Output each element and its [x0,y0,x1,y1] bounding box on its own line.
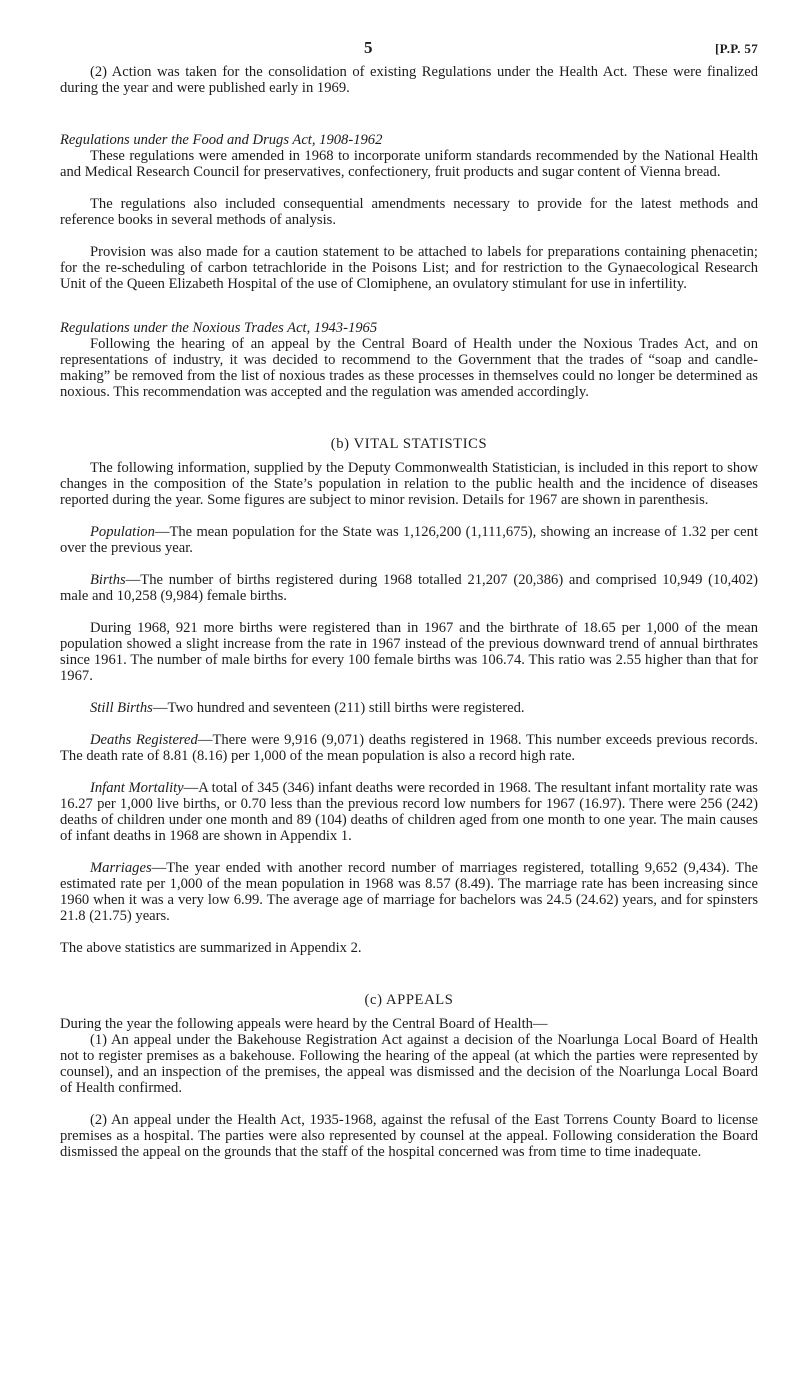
appeals-heading: (c) APPEALS [364,992,454,1008]
infant-mortality-text: —A total of 345 (346) infant deaths were recorded in 1968. The resultant infant mortality rate was 16.27 per 1,000 live births, or 0.70 less than the previous record low numbers for 1967 (16.97). There were 256 (242) deaths of children under one month and 89 (104) deaths of children aged from one month to one year. The main causes of infant deaths in 1968 are shown in Appendix 1. [60,780,758,844]
appeal-item-1: (1) An appeal under the Bakehouse Registration Act against a decision of the Noarlunga Local Board of Health not to register premises as a bakehouse. Following the hearing of the appeal (at which the parties were represented by counsel), and an inspection of the premises, the appeal was dismissed and the decision of the Noarlunga Local Board of Health confirmed. [60,1032,758,1096]
population-text: —The mean population for the State was 1,126,200 (1,111,675), showing an increase of 1.32 per cent over the previous year. [60,524,758,556]
paper-reference: [P.P. 57 [715,41,758,56]
food-drugs-paragraph-2: The regulations also included consequential amendments necessary to provide for the latest methods and reference books in several methods of analysis. [60,196,758,228]
food-drugs-paragraph-1: These regulations were amended in 1968 to incorporate uniform standards recommended by the National Health and Medical Research Council for preservatives, confectionery, fruit products and sugar content of Vienna bread. [60,148,758,180]
marriages-label: Marriages [90,860,152,876]
population-paragraph [60,524,758,556]
deaths-text: —There were 9,916 (9,071) deaths registered in 1968. This number exceeds previous records. The death rate of 8.81 (8.16) per 1,000 of the mean population is also a record high rate. [60,732,759,764]
page-number: 5 [364,38,373,57]
document-page [60,38,758,1160]
births-detail-paragraph: During 1968, 921 more births were registered than in 1967 and the birthrate of 18.65 per 1,000 of the mean population showed a slight increase from the rate in 1967 instead of the previous downward trend of annual birthrates since 1961. The number of male births for every 100 female births was 106.74. This ratio was 2.55 higher than that for 1967. [60,620,758,684]
vital-statistics-heading: (b) VITAL STATISTICS [330,436,488,452]
births-label: Births [90,572,126,588]
marriages-text: —The year ended with another record number of marriages registered, totalling 9,652 (9,434). The estimated rate per 1,000 of the mean population in 1968 was 8.57 (8.49). The marriage rate has been increasing since 1960 when it was a very low 6.99. The average age of marriage for bachelors was 24.5 (24.62) years, and for spinsters 21.8 (21.75) years. [60,860,758,924]
noxious-trades-paragraph: Following the hearing of an appeal by the Central Board of Health under the Noxious Trades Act, and on representations of industry, it was decided to recommend to the Government that the trades of “soap and candle-making” be removed from the list of noxious trades as these processes in themselves could no longer be determined as noxious. This recommendation was accepted and the regulation was amended accordingly. [60,336,758,400]
consolidation-paragraph: (2) Action was taken for the consolidation of existing Regulations under the Health Act. These were finalized during the year and were published early in 1969. [60,64,758,96]
appeal-item-2: (2) An appeal under the Health Act, 1935-1968, against the refusal of the East Torrens County Board to license premises as a hospital. The parties were also represented by counsel at the appeal. Following consideration the Board dismissed the appeal on the grounds that the staff of the hospital concerned was from time to time inadequate. [60,1112,758,1160]
marriages-paragraph [60,860,758,924]
page-header [60,38,758,64]
appeals-intro: During the year the following appeals were heard by the Central Board of Health— [60,1016,548,1032]
noxious-trades-heading: Regulations under the Noxious Trades Act, 1943-1965 [60,320,378,336]
deaths-paragraph [60,732,758,764]
food-drugs-paragraph-3: Provision was also made for a caution statement to be attached to labels for preparations containing phenacetin; for the re-scheduling of carbon tetrachloride in the Poisons List; and for restriction to the Gynaecological Research Unit of the Queen Elizabeth Hospital of the use of Clomiphene, an ovulatory stimulant for use in infertility. [60,244,758,292]
food-drugs-heading: Regulations under the Food and Drugs Act, 1908-1962 [60,132,383,148]
births-text: —The number of births registered during 1968 totalled 21,207 (20,386) and comprised 10,949 (10,402) male and 10,258 (9,984) female births. [60,572,758,604]
vital-statistics-intro: The following information, supplied by the Deputy Commonwealth Statistician, is included in this report to show changes in the composition of the State’s population in relation to the public health and the incidence of diseases reported during the year. Some figures are subject to minor revision. Details for 1967 are shown in parenthesis. [60,460,758,508]
statistics-summary: The above statistics are summarized in Appendix 2. [60,940,362,956]
still-births-label: Still Births [90,700,153,716]
infant-mortality-label: Infant Mortality [90,780,184,796]
deaths-label: Deaths Registered [90,732,198,748]
still-births-text: —Two hundred and seventeen (211) still births were registered. [152,700,525,716]
population-label: Population [90,524,155,540]
still-births-paragraph [60,700,758,716]
infant-mortality-paragraph [60,780,758,844]
births-paragraph [60,572,758,604]
